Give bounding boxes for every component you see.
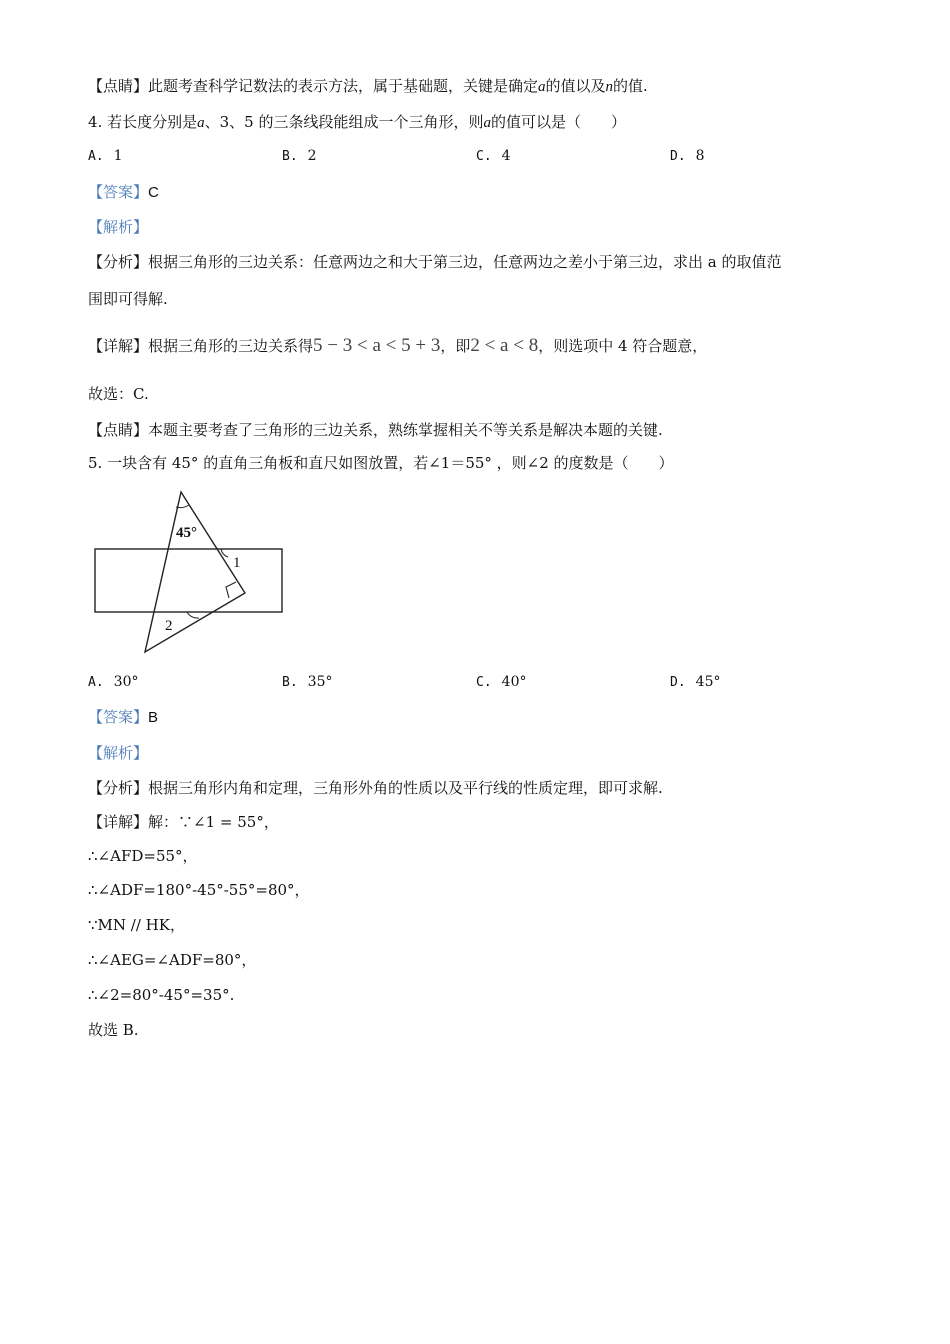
ruler-rectangle — [95, 549, 282, 612]
angle-2-arc — [187, 612, 199, 618]
q4-analysis-tag: 【解析】 — [88, 218, 149, 236]
q4-option-c: C. 4 — [476, 148, 511, 164]
angle-45-label: 45° — [176, 525, 197, 541]
q3-tip: 【点睛】此题考查科学记数法的表示方法，属于基础题，关键是确定a的值以及n的值. — [88, 77, 648, 95]
q5-step: ∴∠AFD=55°， — [88, 847, 198, 865]
triangle-ruler-figure — [90, 485, 290, 657]
q5-step: ∴∠ADF=180°-45°-55°=80°， — [88, 881, 310, 899]
q4-answer: 【答案】C — [88, 183, 159, 201]
q5-option-c: C. 40° — [476, 674, 527, 690]
q5-fenxi: 【分析】根据三角形内角和定理，三角形外角的性质以及平行线的性质定理，即可求解. — [88, 779, 663, 797]
q5-step: ∵MN // HK， — [88, 916, 185, 934]
q4-option-d: D. 8 — [670, 148, 705, 164]
q5-option-d: D. 45° — [670, 674, 721, 690]
q5-option-b: B. 35° — [282, 674, 333, 690]
q5-option-a: A. 30° — [88, 674, 139, 690]
angle-2-label: 2 — [165, 618, 173, 634]
q5-step: ∴∠2=80°-45°=35°. — [88, 986, 235, 1004]
q5-stem: 5. 一块含有 45° 的直角三角板和直尺如图放置，若∠1＝55° ，则∠2 的度数是（ ） — [88, 454, 674, 472]
q5-analysis-tag: 【解析】 — [88, 744, 149, 762]
q5-choose: 故选 B. — [88, 1021, 139, 1039]
q4-choose: 故选：C. — [88, 385, 149, 403]
q5-answer: 【答案】B — [88, 708, 159, 726]
q4-option-a: A. 1 — [88, 148, 123, 164]
q5-step: ∴∠AEG=∠ADF=80°， — [88, 951, 257, 969]
q4-tip: 【点睛】本题主要考查了三角形的三边关系，熟练掌握相关不等关系是解决本题的关键. — [88, 421, 663, 439]
right-angle-mark — [226, 582, 236, 598]
set-square-triangle — [145, 492, 245, 652]
q4-stem: 4. 若长度分别是a、3、5 的三条线段能组成一个三角形，则a的值可以是（ ） — [88, 113, 626, 131]
q4-fenxi: 【分析】根据三角形的三边关系：任意两边之和大于第三边，任意两边之差小于第三边，求出 a 的取值范 — [88, 253, 782, 271]
angle-1-label: 1 — [233, 555, 241, 571]
q5-detail: 【详解】解：∵∠1 = 55°， — [88, 813, 279, 831]
q4-option-b: B. 2 — [282, 148, 317, 164]
tip-tag: 【点睛】 — [88, 77, 149, 95]
q4-fenxi-cont: 围即可得解. — [88, 290, 168, 308]
q4-detail: 【详解】根据三角形的三边关系得5 − 3 < a < 5 + 3，即2 < a < 8，则选项中 4 符合题意， — [88, 335, 708, 356]
